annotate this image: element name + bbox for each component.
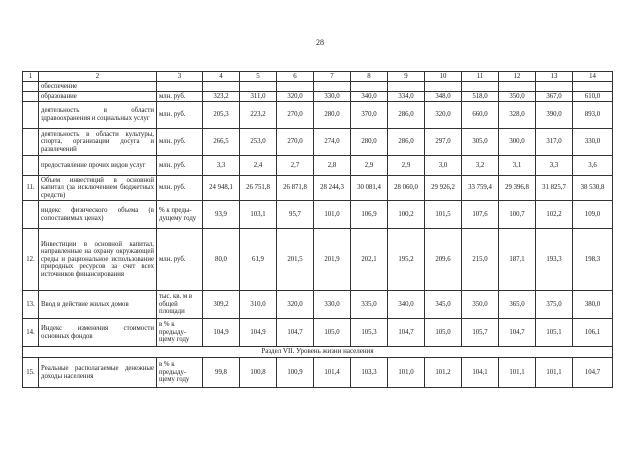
value-cell: 350,0 [462, 291, 499, 319]
value-cell [536, 82, 573, 92]
value-cell: 101,5 [425, 201, 462, 229]
indicator-name: деятельность в области культуры, спорта, организации досуга и развлечений [39, 129, 157, 156]
value-cell: 280,0 [351, 129, 388, 156]
table-row [23, 102, 613, 129]
value-cell: 375,0 [536, 291, 573, 319]
row-number: 14. [23, 319, 39, 347]
value-cell: 370,0 [351, 102, 388, 129]
column-number: 6 [277, 72, 314, 82]
indicator-name: Инвестиции в основной капитал, направленные на охрану окружающей среды и рациональное использование природных ресурсов за счет всех источников финансирования [39, 229, 157, 291]
value-cell: 310,0 [240, 291, 277, 319]
value-cell: 187,1 [499, 229, 536, 291]
table-row [23, 319, 613, 347]
column-number: 12 [499, 72, 536, 82]
value-cell: 195,2 [388, 229, 425, 291]
table-row [23, 201, 613, 229]
indicator-name: образование [39, 92, 157, 102]
value-cell: 202,1 [351, 229, 388, 291]
value-cell: 610,0 [573, 92, 613, 102]
table-row [23, 229, 613, 291]
value-cell: 103,1 [240, 201, 277, 229]
indicator-name: Объем инвестиций в основной капитал (за исключением бюджетных средств) [39, 176, 157, 201]
value-cell: 3,3 [203, 156, 240, 176]
value-cell: 2,7 [277, 156, 314, 176]
unit: в % к предыду-щему году [157, 319, 203, 347]
row-number [23, 82, 39, 92]
value-cell: 323,2 [203, 92, 240, 102]
value-cell: 2,8 [314, 156, 351, 176]
row-number [23, 102, 39, 129]
value-cell: 334,0 [388, 92, 425, 102]
value-cell: 893,0 [573, 102, 613, 129]
value-cell: 297,0 [425, 129, 462, 156]
page-number: 28 [316, 38, 324, 47]
unit: млн. руб. [157, 176, 203, 201]
value-cell: 26 751,8 [240, 176, 277, 201]
value-cell: 380,0 [573, 291, 613, 319]
value-cell: 390,0 [536, 102, 573, 129]
value-cell: 104,1 [462, 358, 499, 388]
value-cell: 29 926,2 [425, 176, 462, 201]
indicator-name: Индекс изменения стоимости основных фондов [39, 319, 157, 347]
value-cell: 101,0 [314, 201, 351, 229]
value-cell: 253,0 [240, 129, 277, 156]
column-number: 8 [351, 72, 388, 82]
value-cell: 26 871,8 [277, 176, 314, 201]
row-number [23, 201, 39, 229]
value-cell: 320,0 [277, 92, 314, 102]
unit: млн. руб. [157, 156, 203, 176]
table-row [23, 176, 613, 201]
value-cell: 2,9 [388, 156, 425, 176]
value-cell: 3,2 [462, 156, 499, 176]
value-cell: 101,0 [388, 358, 425, 388]
value-cell: 305,0 [462, 129, 499, 156]
value-cell: 31 825,7 [536, 176, 573, 201]
unit: тыс. кв. м в общей площади [157, 291, 203, 319]
table-row [23, 291, 613, 319]
value-cell: 28 060,0 [388, 176, 425, 201]
column-number: 7 [314, 72, 351, 82]
value-cell [388, 82, 425, 92]
column-number: 14 [573, 72, 613, 82]
unit: % к преды-дущему году [157, 201, 203, 229]
value-cell: 348,0 [425, 92, 462, 102]
value-cell: 201,5 [277, 229, 314, 291]
unit [157, 82, 203, 92]
value-cell [314, 82, 351, 92]
value-cell: 30 081,4 [351, 176, 388, 201]
table-row [23, 358, 613, 388]
column-number: 10 [425, 72, 462, 82]
value-cell: 95,7 [277, 201, 314, 229]
section-row [23, 347, 613, 358]
column-number: 3 [157, 72, 203, 82]
column-number: 1 [23, 72, 39, 82]
value-cell: 93,9 [203, 201, 240, 229]
value-cell: 100,8 [240, 358, 277, 388]
value-cell: 286,0 [388, 102, 425, 129]
table-row [23, 129, 613, 156]
value-cell: 2,4 [240, 156, 277, 176]
table-row [23, 82, 613, 92]
unit: млн. руб. [157, 129, 203, 156]
value-cell: 104,9 [203, 319, 240, 347]
value-cell: 105,7 [462, 319, 499, 347]
table-row [23, 92, 613, 102]
indicators-table [22, 71, 613, 388]
value-cell: 105,0 [425, 319, 462, 347]
unit: в % к предыду-щему году [157, 358, 203, 388]
section-title: Раздел VII. Уровень жизни населения [23, 347, 613, 358]
row-number: 13. [23, 291, 39, 319]
value-cell: 101,1 [499, 358, 536, 388]
column-number: 11 [462, 72, 499, 82]
value-cell [499, 82, 536, 92]
value-cell: 193,3 [536, 229, 573, 291]
value-cell [240, 82, 277, 92]
value-cell [573, 82, 613, 92]
indicator-name: предоставление прочих видов услуг [39, 156, 157, 176]
value-cell: 328,0 [499, 102, 536, 129]
value-cell: 320,0 [277, 291, 314, 319]
value-cell: 300,0 [499, 129, 536, 156]
value-cell: 201,9 [314, 229, 351, 291]
value-cell: 3,1 [499, 156, 536, 176]
value-cell: 350,0 [499, 92, 536, 102]
value-cell [425, 82, 462, 92]
value-cell: 3,6 [573, 156, 613, 176]
indicator-name: индекс физического объема (в сопоставимых ценах) [39, 201, 157, 229]
column-number: 4 [203, 72, 240, 82]
unit: млн. руб. [157, 229, 203, 291]
value-cell: 104,7 [388, 319, 425, 347]
value-cell [351, 82, 388, 92]
value-cell: 365,0 [499, 291, 536, 319]
value-cell: 2,9 [351, 156, 388, 176]
value-cell: 107,6 [462, 201, 499, 229]
value-cell: 100,2 [388, 201, 425, 229]
value-cell: 266,5 [203, 129, 240, 156]
value-cell: 104,7 [277, 319, 314, 347]
value-cell: 311,0 [240, 92, 277, 102]
value-cell: 106,9 [351, 201, 388, 229]
indicator-name: Реальные располагаемые денежные доходы населения [39, 358, 157, 388]
value-cell: 105,1 [536, 319, 573, 347]
row-number [23, 92, 39, 102]
indicator-name: деятельность в области здравоохранения и социальных услуг [39, 102, 157, 129]
value-cell: 28 244,3 [314, 176, 351, 201]
value-cell: 223,2 [240, 102, 277, 129]
value-cell [462, 82, 499, 92]
value-cell: 33 759,4 [462, 176, 499, 201]
value-cell: 330,0 [314, 291, 351, 319]
column-number: 9 [388, 72, 425, 82]
value-cell: 106,1 [573, 319, 613, 347]
indicator-name: обеспечение [39, 82, 157, 92]
unit: млн. руб. [157, 102, 203, 129]
value-cell: 105,3 [351, 319, 388, 347]
value-cell: 274,0 [314, 129, 351, 156]
value-cell: 317,0 [536, 129, 573, 156]
value-cell: 102,2 [536, 201, 573, 229]
value-cell: 330,0 [573, 129, 613, 156]
value-cell: 205,3 [203, 102, 240, 129]
indicator-name: Ввод в действие жилых домов [39, 291, 157, 319]
value-cell: 80,0 [203, 229, 240, 291]
value-cell: 309,2 [203, 291, 240, 319]
column-number: 2 [39, 72, 157, 82]
column-number: 13 [536, 72, 573, 82]
value-cell: 198,3 [573, 229, 613, 291]
table-row [23, 156, 613, 176]
value-cell: 345,0 [425, 291, 462, 319]
value-cell: 518,0 [462, 92, 499, 102]
value-cell: 99,8 [203, 358, 240, 388]
value-cell: 24 948,1 [203, 176, 240, 201]
value-cell: 270,0 [277, 129, 314, 156]
value-cell: 104,7 [499, 319, 536, 347]
unit: млн. руб. [157, 92, 203, 102]
value-cell: 330,0 [314, 92, 351, 102]
value-cell [277, 82, 314, 92]
value-cell: 209,6 [425, 229, 462, 291]
value-cell: 101,1 [536, 358, 573, 388]
value-cell: 61,9 [240, 229, 277, 291]
value-cell: 104,9 [240, 319, 277, 347]
row-number: 12. [23, 229, 39, 291]
value-cell: 100,9 [277, 358, 314, 388]
value-cell: 340,0 [388, 291, 425, 319]
header-row [23, 72, 613, 82]
value-cell: 335,0 [351, 291, 388, 319]
value-cell: 367,0 [536, 92, 573, 102]
row-number: 11. [23, 176, 39, 201]
value-cell: 109,0 [573, 201, 613, 229]
value-cell: 660,0 [462, 102, 499, 129]
value-cell: 104,7 [573, 358, 613, 388]
row-number: 15. [23, 358, 39, 388]
value-cell: 215,0 [462, 229, 499, 291]
value-cell [203, 82, 240, 92]
value-cell: 105,0 [314, 319, 351, 347]
value-cell: 280,0 [314, 102, 351, 129]
value-cell: 340,0 [351, 92, 388, 102]
row-number [23, 156, 39, 176]
value-cell: 286,0 [388, 129, 425, 156]
value-cell: 270,0 [277, 102, 314, 129]
value-cell: 101,2 [425, 358, 462, 388]
value-cell: 3,0 [425, 156, 462, 176]
value-cell: 320,0 [425, 102, 462, 129]
value-cell: 38 530,8 [573, 176, 613, 201]
value-cell: 103,3 [351, 358, 388, 388]
value-cell: 29 396,8 [499, 176, 536, 201]
value-cell: 101,4 [314, 358, 351, 388]
value-cell: 3,3 [536, 156, 573, 176]
row-number [23, 129, 39, 156]
column-number: 5 [240, 72, 277, 82]
value-cell: 100,7 [499, 201, 536, 229]
